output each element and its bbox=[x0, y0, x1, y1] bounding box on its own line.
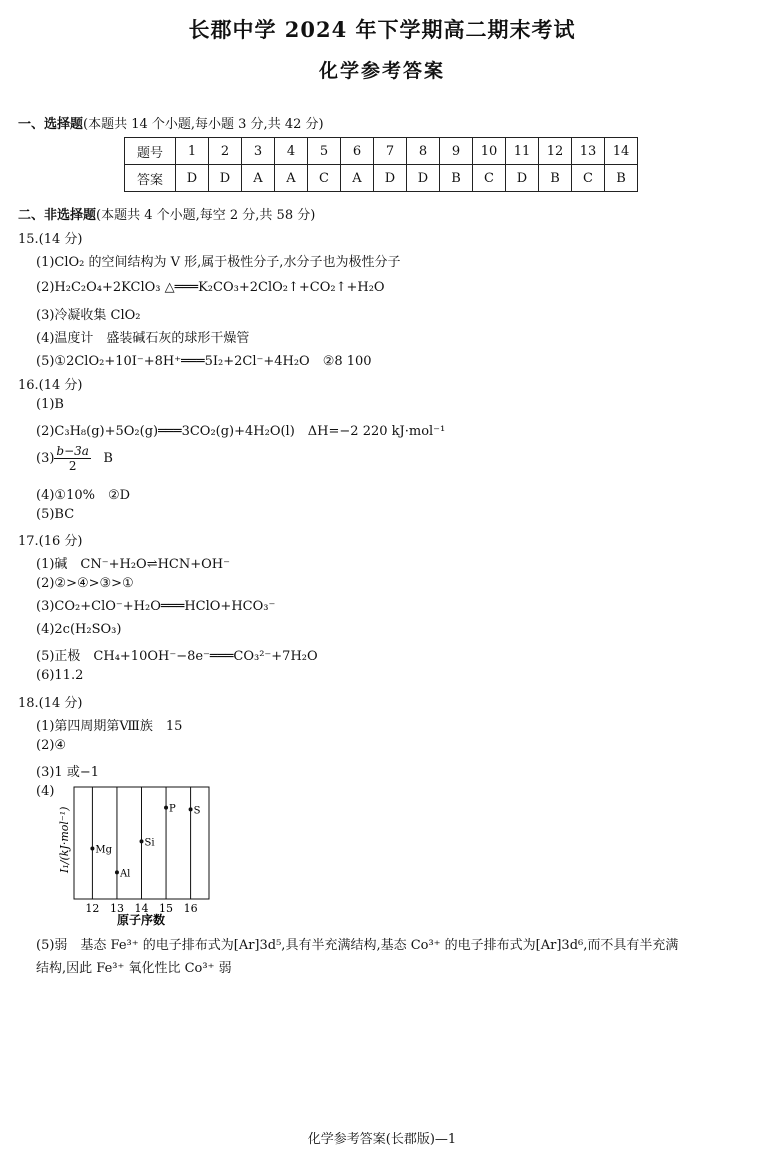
answer-table-number: 5 bbox=[308, 138, 341, 165]
chart-marks bbox=[85, 787, 200, 915]
q17-answer-2: (2)②>④>③>① bbox=[36, 576, 134, 591]
answer-table-answer: C bbox=[308, 165, 341, 192]
q15-answer-3: (3)冷凝收集 ClO₂ bbox=[36, 308, 141, 323]
answer-table-answer: B bbox=[539, 165, 572, 192]
answer-table-number: 1 bbox=[176, 138, 209, 165]
answer-table-number: 4 bbox=[275, 138, 308, 165]
section1-label: 一、选择题 bbox=[18, 117, 84, 132]
answer-table-number: 9 bbox=[440, 138, 473, 165]
answer-table-row2-label: 答案 bbox=[125, 165, 176, 192]
q16-answer-5: (5)BC bbox=[36, 507, 75, 522]
answer-table-number: 3 bbox=[242, 138, 275, 165]
answer-table-answer-row bbox=[125, 165, 638, 192]
chart-x-tick-label: 12 bbox=[85, 902, 100, 915]
answer-table-number: 13 bbox=[572, 138, 605, 165]
q17-answer-1: (1)碱 CN⁻+H₂O⇌HCN+OH⁻ bbox=[36, 557, 230, 572]
q16-heading: 16.(14 分) bbox=[18, 378, 83, 393]
answer-table-answer: D bbox=[209, 165, 242, 192]
answer-table-answer: C bbox=[572, 165, 605, 192]
answer-table-number: 6 bbox=[341, 138, 374, 165]
q18-answer-2: (2)④ bbox=[36, 738, 67, 753]
page-subtitle: 化学参考答案 bbox=[318, 60, 445, 82]
answer-table-number: 8 bbox=[407, 138, 440, 165]
chart-point-label: P bbox=[169, 803, 176, 815]
q16-answer-3-suffix: B bbox=[103, 451, 113, 466]
chart-point bbox=[164, 806, 168, 810]
answer-table-number: 7 bbox=[374, 138, 407, 165]
answer-table bbox=[124, 137, 638, 192]
answer-table-answer: B bbox=[605, 165, 638, 192]
ionization-energy-chart bbox=[54, 780, 224, 930]
chart-point-label: Si bbox=[144, 837, 155, 849]
answer-table-answer: A bbox=[341, 165, 374, 192]
fraction-numerator: b−3a bbox=[56, 444, 89, 458]
q16-answer-3-prefix: (3) bbox=[36, 451, 55, 466]
answer-table-answer: A bbox=[242, 165, 275, 192]
answer-table-answer: A bbox=[275, 165, 308, 192]
q16-answer-4: (4)①10% ②D bbox=[36, 488, 131, 503]
section1-note: (本题共 14 个小题,每小题 3 分,共 42 分) bbox=[83, 117, 324, 132]
section2-note: (本题共 4 个小题,每空 2 分,共 58 分) bbox=[96, 208, 316, 223]
q18-answer-4: (4) bbox=[36, 784, 55, 799]
chart-x-tick-label: 13 bbox=[109, 902, 124, 915]
q16-answer-1: (1)B bbox=[36, 397, 64, 412]
answer-table-number: 11 bbox=[506, 138, 539, 165]
q17-answer-4: (4)2c(H₂SO₃) bbox=[36, 622, 122, 637]
q18-answer-3: (3)1 或−1 bbox=[36, 765, 99, 780]
answer-table-row1-label: 题号 bbox=[125, 138, 176, 165]
section2-label: 二、非选择题 bbox=[18, 208, 97, 223]
q17-heading: 17.(16 分) bbox=[18, 534, 83, 549]
q18-heading: 18.(14 分) bbox=[18, 696, 83, 711]
q15-answer-2: (2)H₂C₂O₄+2KClO₃ △═══K₂CO₃+2ClO₂↑+CO₂↑+H₂O bbox=[36, 280, 385, 295]
q17-answer-3: (3)CO₂+ClO⁻+H₂O═══HClO+HCO₃⁻ bbox=[36, 599, 276, 614]
page-footer: 化学参考答案(长郡版)—1 bbox=[307, 1132, 457, 1147]
q15-answer-4: (4)温度计 盛装碱石灰的球形干燥管 bbox=[36, 331, 250, 346]
page-title: 长郡中学 2024 年下学期高二期末考试 bbox=[188, 17, 576, 42]
q17-answer-6: (6)11.2 bbox=[36, 668, 84, 683]
q18-answer-1: (1)第四周期第Ⅷ族 15 bbox=[36, 719, 183, 734]
chart-point bbox=[189, 807, 193, 811]
answer-table-number: 2 bbox=[209, 138, 242, 165]
section2-heading bbox=[18, 204, 315, 223]
answer-table-answer: D bbox=[374, 165, 407, 192]
answer-table-number-row bbox=[125, 138, 638, 165]
q15-answer-1: (1)ClO₂ 的空间结构为 V 形,属于极性分子,水分子也为极性分子 bbox=[36, 255, 401, 270]
answer-table-answer: D bbox=[506, 165, 539, 192]
q17-answer-5: (5)正极 CH₄+10OH⁻−8e⁻═══CO₃²⁻+7H₂O bbox=[36, 649, 318, 664]
q18-answer-5-line-2: 结构,因此 Fe³⁺ 氧化性比 Co³⁺ 弱 bbox=[36, 961, 232, 976]
chart-ylabel: I₁/(kJ·mol⁻¹) bbox=[58, 806, 71, 873]
chart-x-tick-label: 14 bbox=[134, 902, 149, 915]
chart-x-tick-label: 15 bbox=[159, 902, 174, 915]
answer-table-answer: B bbox=[440, 165, 473, 192]
chart-point-label: Mg bbox=[95, 844, 113, 856]
chart-point-label: Al bbox=[119, 868, 131, 880]
q18-answer-5-line-1: (5)弱 基态 Fe³⁺ 的电子排布式为[Ar]3d⁵,具有半充满结构,基态 Co³⁺ 的电子排布式为[Ar]3d⁶,而不具有半充满 bbox=[36, 938, 679, 953]
q15-heading: 15.(14 分) bbox=[18, 232, 83, 247]
answer-table-number: 12 bbox=[539, 138, 572, 165]
chart-xlabel: 原子序数 bbox=[117, 913, 166, 927]
q15-answer-5: (5)①2ClO₂+10I⁻+8H⁺═══5I₂+2Cl⁻+4H₂O ②8 100 bbox=[36, 354, 372, 369]
fraction-denominator: 2 bbox=[68, 459, 77, 473]
q16-answer-3 bbox=[36, 444, 113, 473]
answer-table-answer: D bbox=[407, 165, 440, 192]
chart-point bbox=[115, 870, 119, 874]
section1-heading bbox=[18, 113, 324, 132]
fraction bbox=[54, 444, 91, 473]
answer-table-answer: D bbox=[176, 165, 209, 192]
chart-point bbox=[90, 847, 94, 851]
chart-point bbox=[140, 839, 144, 843]
q16-answer-2: (2)C₃H₈(g)+5O₂(g)═══3CO₂(g)+4H₂O(l) ΔH=−2 220 kJ·mol⁻¹ bbox=[36, 424, 446, 439]
answer-table-number: 14 bbox=[605, 138, 638, 165]
chart-point-label: S bbox=[193, 805, 201, 817]
answer-table-answer: C bbox=[473, 165, 506, 192]
chart-x-tick-label: 16 bbox=[183, 902, 198, 915]
answer-table-number: 10 bbox=[473, 138, 506, 165]
